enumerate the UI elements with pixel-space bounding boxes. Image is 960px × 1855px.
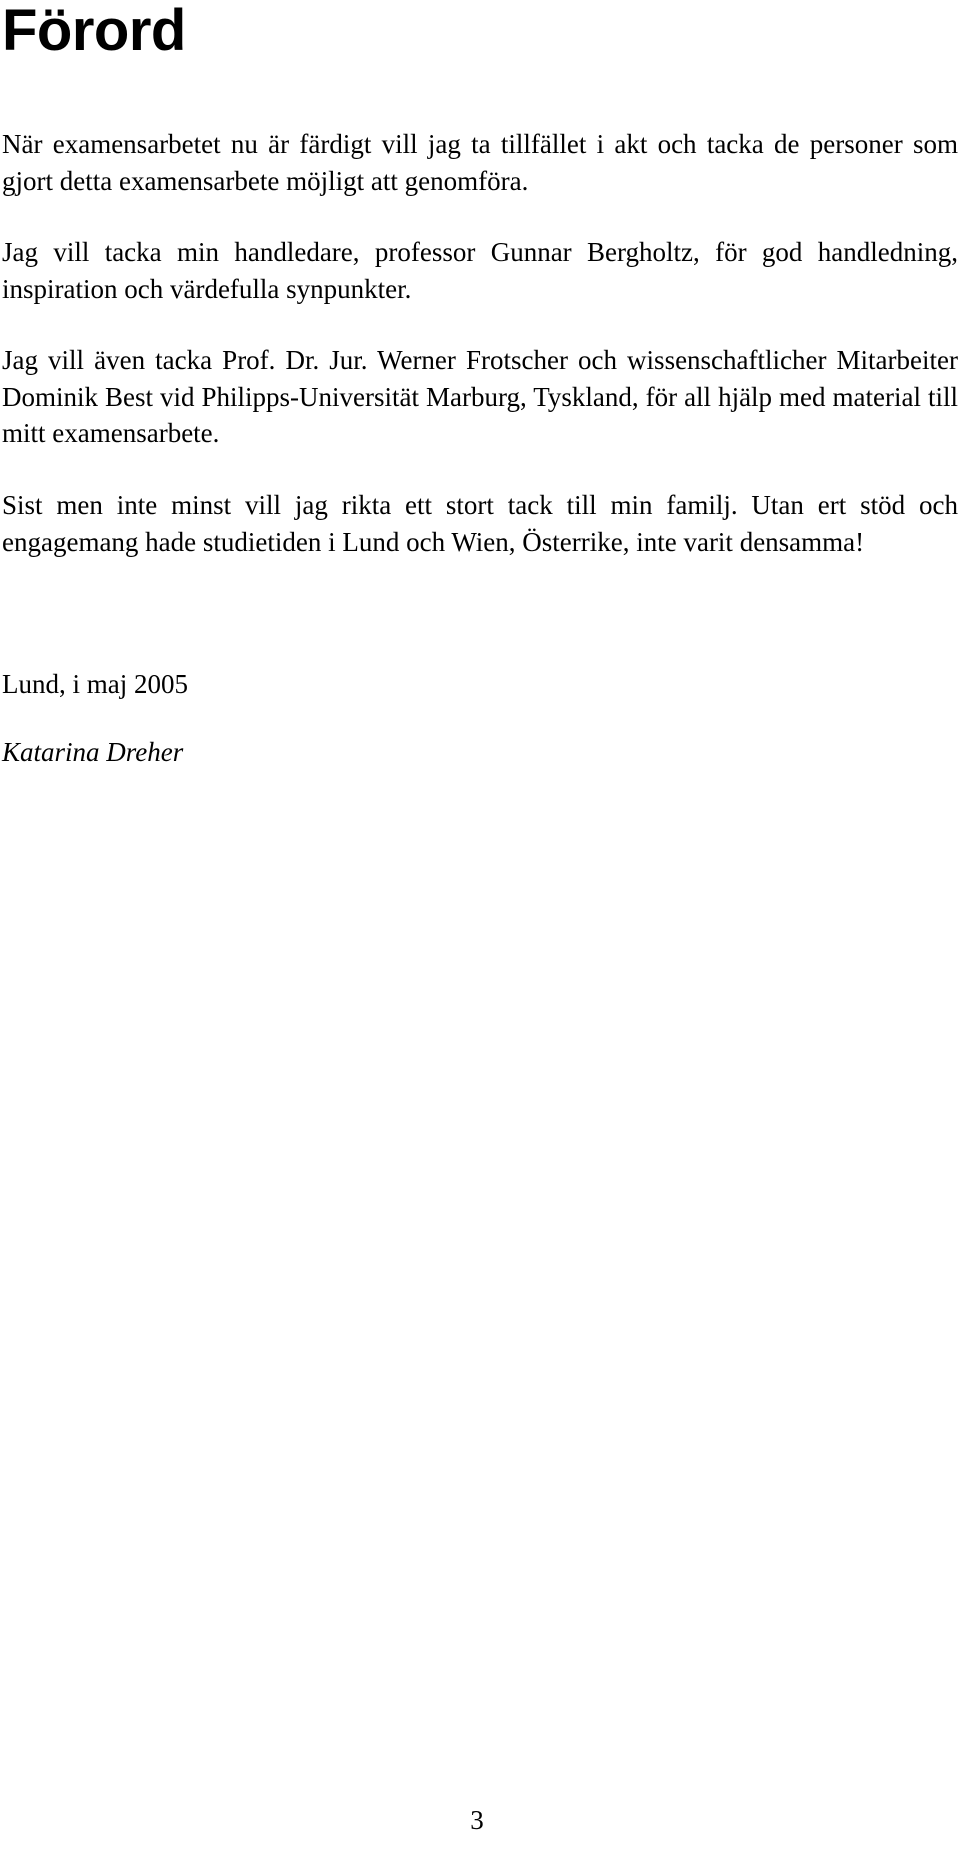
author-signature: Katarina Dreher (2, 737, 184, 767)
paragraph-family: Sist men inte minst vill jag rikta ett stort tack till min familj. Utan ert stöd och engagemang hade studietiden i Lund och Wien, Österrike, inte varit densamma! (2, 490, 958, 557)
page-number: 3 (470, 1805, 484, 1835)
paragraph-supervisor: Jag vill tacka min handledare, professor Gunnar Bergholtz, för god handledning, inspiration och värdefulla synpunkter. (2, 237, 958, 304)
paragraph-intro: När examensarbetet nu är färdigt vill jag ta tillfället i akt och tacka de personer som gjort detta examensarbete möjligt att genomföra. (2, 129, 958, 196)
place-date: Lund, i maj 2005 (2, 669, 188, 699)
page-title: Förord (2, 0, 186, 63)
paragraph-marburg: Jag vill även tacka Prof. Dr. Jur. Werner Frotscher och wissenschaftlicher Mitarbeiter Dominik Best vid Philipps-Universität Marburg, Tyskland, för all hjälp med material till mitt examensarbete. (2, 345, 958, 448)
